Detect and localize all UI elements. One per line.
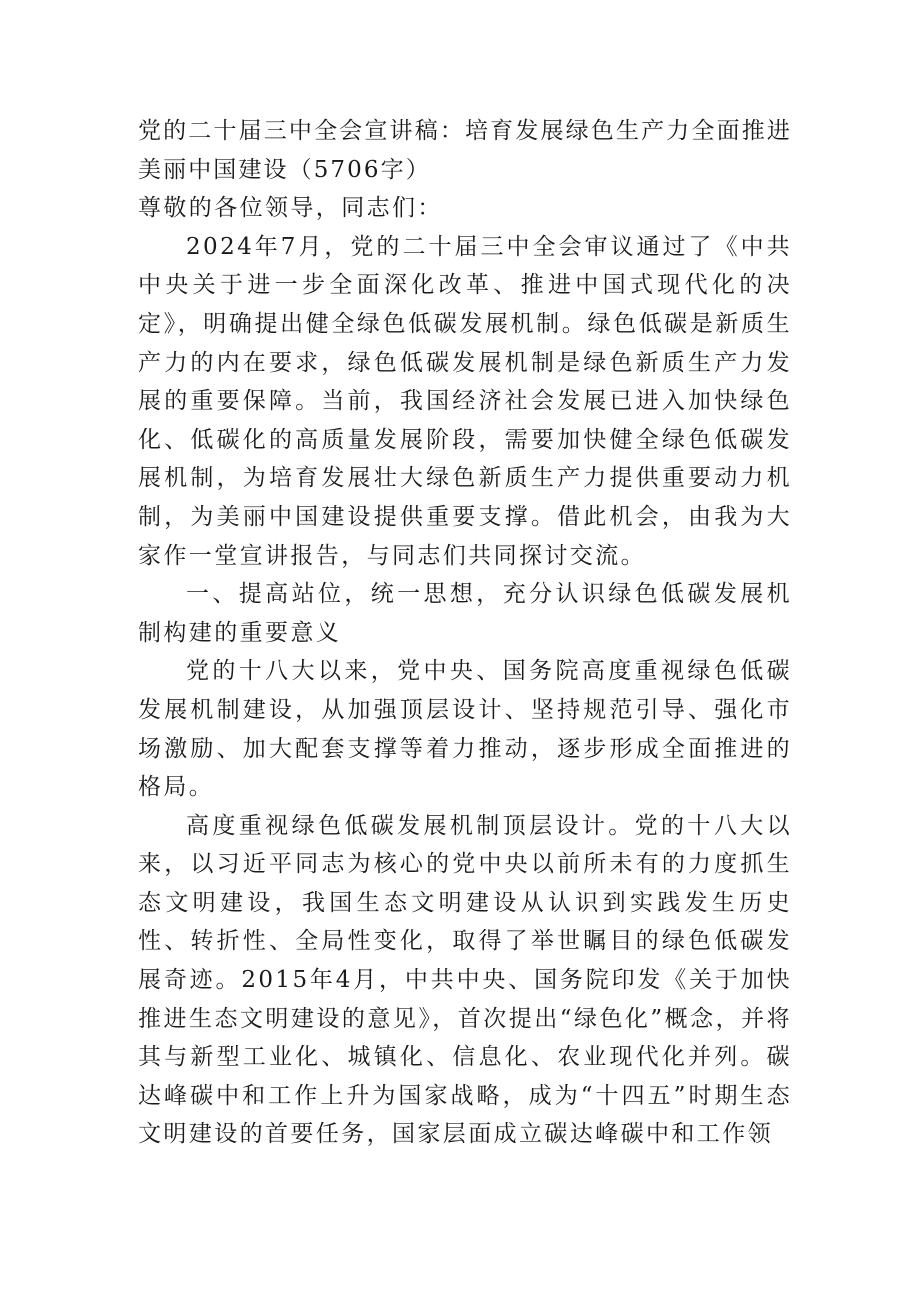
document-title: 党的二十届三中全会宣讲稿：培育发展绿色生产力全面推进美丽中国建设（5706字） [138, 118, 792, 183]
paragraph-intro: 2024年7月，党的二十届三中全会审议通过了《中共中央关于进一步全面深化改革、推进中国式现代化的决定》，明确提出健全绿色低碳发展机制。绿色低碳是新质生产力的内在要求，绿色低碳发展机制是绿色新质生产力发展的重要保障。当前，我国经济社会发展已进入加快绿色化、低碳化的高质量发展阶段，需要加快健全绿色低碳发展机制，为培育发展壮大绿色新质生产力提供重要动力机制，为美丽中国建设提供重要支撑。借此机会，由我为大家作一堂宣讲报告，与同志们共同探讨交流。 [138, 233, 792, 569]
section-heading-1: 一、提高站位，统一思想，充分认识绿色低碳发展机制构建的重要意义 [138, 581, 792, 646]
document-page [138, 112, 792, 1154]
salutation: 尊敬的各位领导，同志们： [138, 195, 443, 222]
paragraph-overview: 党的十八大以来，党中央、国务院高度重视绿色低碳发展机制建设，从加强顶层设计、坚持规范引导、强化市场激励、加大配套支撑等着力推动，逐步形成全面推进的格局。 [138, 658, 792, 801]
paragraph-top-level-design: 高度重视绿色低碳发展机制顶层设计。党的十八大以来，以习近平同志为核心的党中央以前所未有的力度抓生态文明建设，我国生态文明建设从认识到实践发生历史性、转折性、全局性变化，取得了举世瞩目的绿色低碳发展奇迹。2015年4月，中共中央、国务院印发《关于加快推进生态文明建设的意见》，首次提出“绿色化”概念，并将其与新型工业化、城镇化、信息化、农业现代化并列。碳达峰碳中和工作上升为国家战略，成为“十四五”时期生态文明建设的首要任务，国家层面成立碳达峰碳中和工作领 [138, 812, 792, 1148]
